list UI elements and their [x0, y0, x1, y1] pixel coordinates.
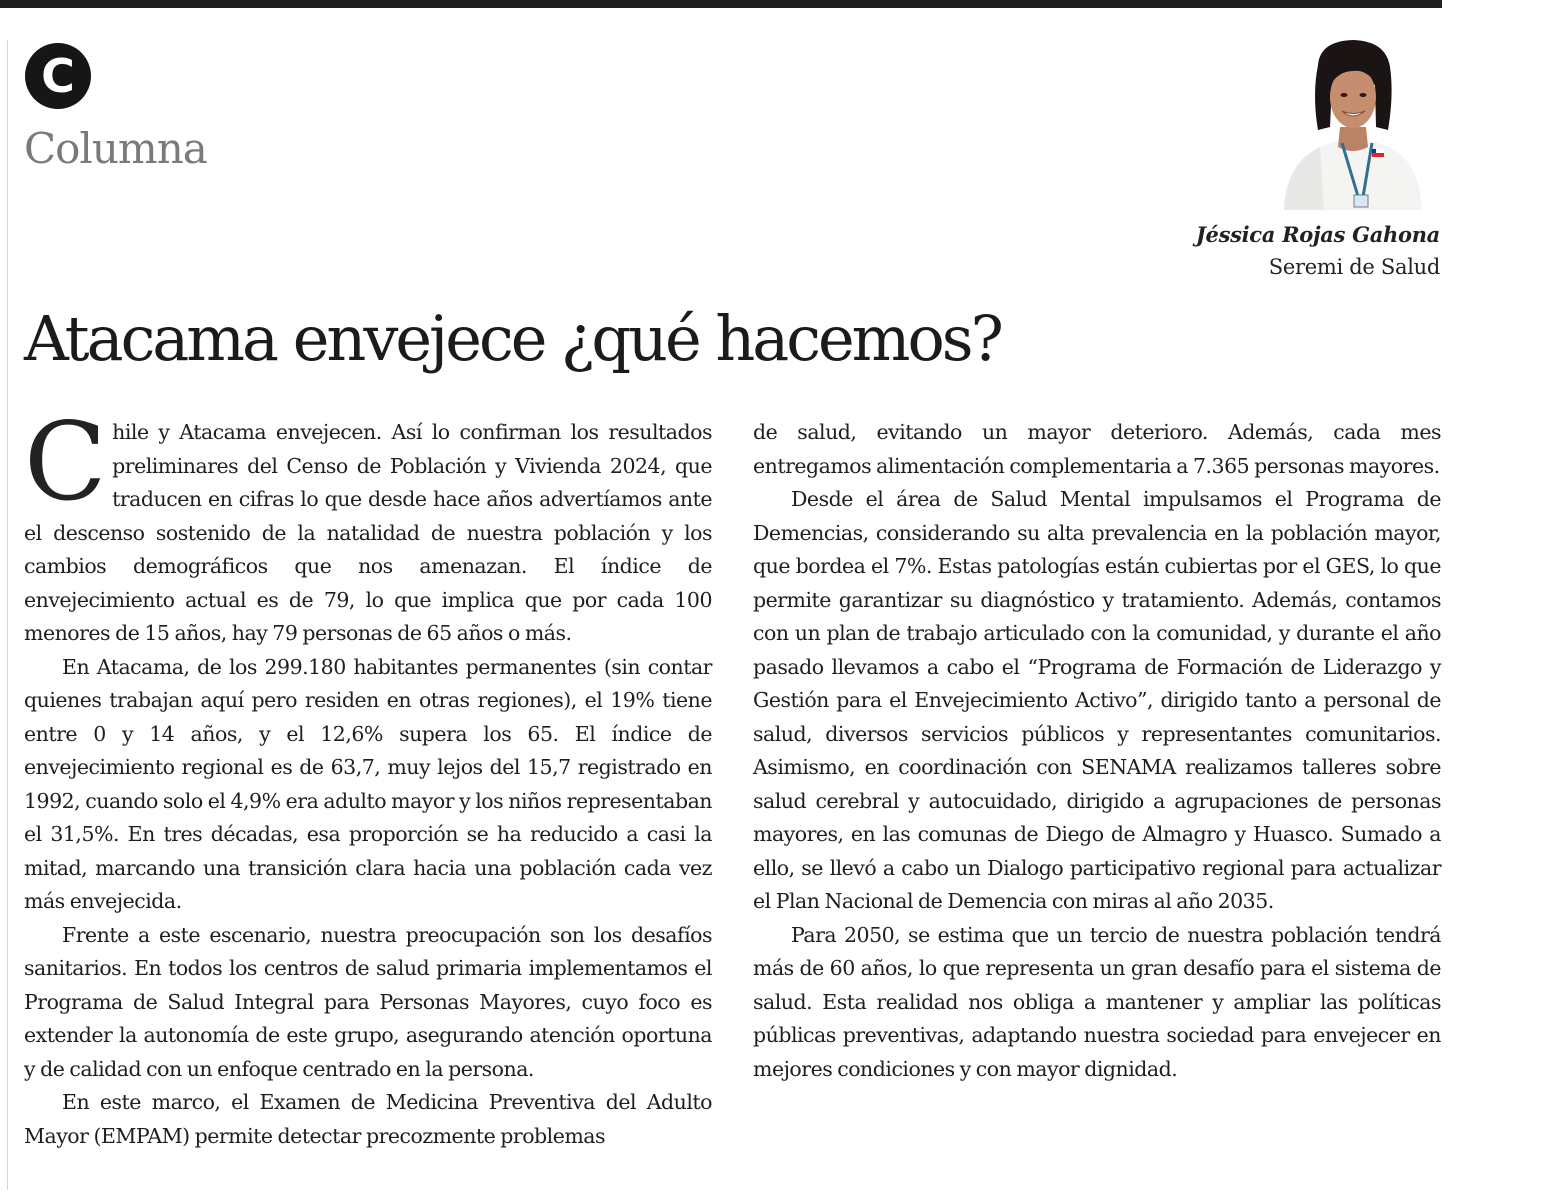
- section-badge: C: [25, 43, 91, 109]
- author-role: Seremi de Salud: [1268, 255, 1440, 279]
- article-headline: Atacama envejece ¿qué hacemos?: [24, 302, 1001, 375]
- drop-cap: C: [24, 400, 107, 525]
- article-paragraph: En este marco, el Examen de Medicina Preventiva del Adulto Mayor (EMPAM) permite detectar precozmente problemas: [24, 1090, 712, 1148]
- lead-text: hile y Atacama envejecen. Así lo confirman los resultados preliminares del Censo de Población y Vivienda 2024, que traducen en cifras lo que desde hace años advertíamos ante el descenso sostenido de la natalidad de nuestra población y los cambios demográficos que nos amenazan. El índice de envejecimiento actual es de 79, lo que implica que por cada 100 menores de 15 años, hay 79 personas de 65 años o más.: [24, 420, 712, 645]
- author-byline: [1196, 218, 1440, 284]
- article-column-1: [24, 400, 712, 1153]
- left-margin-rule: [7, 40, 8, 1190]
- article-paragraph: En Atacama, de los 299.180 habitantes permanentes (sin contar quienes trabajan aquí pero residen en otras regiones), el 19% tiene entre 0 y 14 años, y el 12,6% supera los 65. El índice de envejecimiento regional es de 63,7, muy lejos del 15,7 registrado en 1992, cuando solo el 4,9% era adulto mayor y los niños representaban el 31,5%. En tres décadas, esa proporción se ha reducido a casi la mitad, marcando una transición clara hacia una población cada vez más envejecida.: [24, 654, 712, 913]
- article-paragraph: Frente a este escenario, nuestra preocupación son los desafíos sanitarios. En todos los centros de salud primaria implementamos el Programa de Salud Integral para Personas Mayores, cuyo foco es extender la autonomía de este grupo, asegurando atención oportuna y de calidad con un enfoque centrado en la persona.: [24, 922, 712, 1081]
- author-photo: [1280, 35, 1426, 210]
- article-paragraph: Desde el área de Salud Mental impulsamos el Programa de Demencias, considerando su alta prevalencia en la población mayor, que bordea el 7%. Estas patologías están cubiertas por el GES, lo que permite garantizar su diagnóstico y tratamiento. Además, contamos con un plan de trabajo articulado con la comunidad, y durante el año pasado llevamos a cabo el “Programa de Formación de Liderazgo y Gestión para el Envejecimiento Activo”, dirigido tanto a personal de salud, diversos servicios públicos y representantes comunitarios. Asimismo, en coordinación con SENAMA realizamos talleres sobre salud cerebral y autocuidado, dirigido a agrupaciones de personas mayores, en las comunas de Diego de Almagro y Huasco. Sumado a ello, se llevó a cabo un Dialogo participativo regional para actualizar el Plan Nacional de Demencia con miras al año 2035.: [753, 487, 1441, 913]
- article-paragraph: Para 2050, se estima que un tercio de nuestra población tendrá más de 60 años, lo que representa un gran desafío para el sistema de salud. Esta realidad nos obliga a mantener y ampliar las políticas públicas preventivas, adaptando nuestra sociedad para envejecer en mejores condiciones y con mayor dignidad.: [753, 922, 1441, 1081]
- section-label: Columna: [24, 124, 207, 173]
- author-name: Jéssica Rojas Gahona: [1195, 222, 1440, 247]
- article-paragraph: [24, 400, 712, 651]
- article-paragraph: de salud, evitando un mayor deterioro. Además, cada mes entregamos alimentación complementaria a 7.365 personas mayores.: [753, 420, 1441, 478]
- top-rule: [0, 0, 1442, 8]
- article-column-2: [753, 416, 1441, 1086]
